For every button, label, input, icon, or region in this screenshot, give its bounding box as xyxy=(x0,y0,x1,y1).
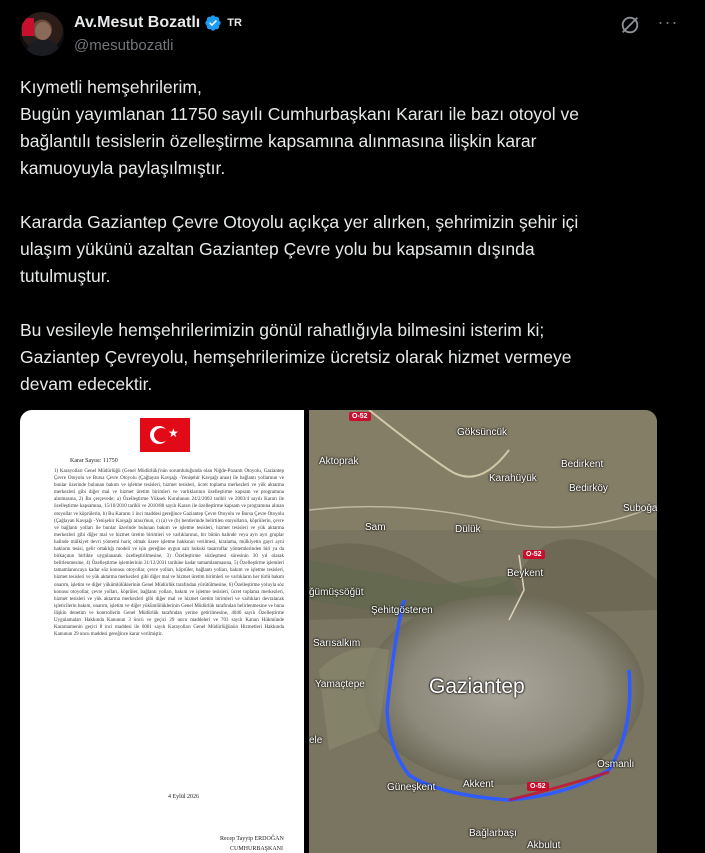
tweet-line: Kararda Gaziantep Çevre Otoyolu açıkça yer alırken, şehrimizin şehir içi xyxy=(20,212,579,232)
decree-body: 1) Karayolları Genel Müdürlüğü (Genel Müdürlük)'nün sorumluluğunda olan Niğde-Pozantı Otoyolu, Gaziantep Çevre Otoyolu ve Bursa Çevre Otoyolu (Çağlayan Kavşağı -Yenişehir Kavşağı arası) ile bağlantı yollarının ve bunlar üzerinde bulunan bakım ve işletme tesisleri, hizmet tesisleri, ücret toplama merkezleri ve yük aktarma merkezleri gibi diğer mal ve hizmet üretim birimleri ve varlıklarının özelleştirme kapsam ve programına alınmasına, 2) Bu çerçevede; a) Özelleştirme Yüksek Kurulunun 24/2/2003 tarihli ve 2003/4 sayılı Kararı ile özelleştirme kapsamına, 15/10/2010 tarihli ve 2010/88 sayılı Kararı ile özelleştirme kapsam ve programına alınan otoyollar ve köprülerin, b) Bu Kararın 1 inci maddesi gereğince Gaziantep Çevre Otoyolu ve Bursa Çevre Otoyolu (Çağlayan Kavşağı -Yenişehir Kavşağı arası)'nun, c) (a) ve (b) bentlerinde belirtilen otoyolların, köprülerin, çevre ve bağlantı yolları ile bunlar üzerinde bulunan bakım ve işletme tesisleri, hizmet tesisleri ve yük aktarma merkezleri gibi diğer mal ve hizmet üretim birimleri ve varlıklarının, bir bütün halinde veya ayrı ayrı gruplar halinde mülkiyet devri yöntemi hariç olmak üzere işletme hakkının verilmesi, kiralama, mülkiyetin gayri ayni hakların tesisi, gelir ortaklığı modeli ve işin gereğine uygun sair hukuki tasarruflar yöntemlerinden biri ya da birkaçının birlikte uygulanarak özelleştirilmesine, 3) Özelleştirme sözleşmesi süresinin 30 yıl olarak belirlenmesine, 4) Özelleştirme işlemlerinin 31/12/2031 tarihine kadar tamamlanmasına, 5) Özelleştirme işlemleri tamamlanıncaya kadar söz konusu otoyollar, çevre yolları, köprüler, bağlantı yolları, bakım ve işletme tesisleri, hizmet tesisleri ve yük aktarma merkezleri gibi diğer mal ve hizmet üretim birimleri ve varlıkların her türlü bakım onarım, işletim ve diğer yükümlülüklerinin Genel Müdürlük tarafından yürütülmesine, 6) Özelleştirme yoluyla söz konusu otoyollar, çevre yolları, köprüler, bağlantı yolları, bakım ve işletme tesisleri, ücret toplama merkezleri, hizmet tesisleri ve yük aktarma merkezleri gibi diğer mal ve hizmet üretim birimleri ve varlıkları devralacak işleticilerin bakım, onarım, işletim ve diğer yükümlülüklerinin Genel Müdürlük tarafından belirlenmesine ve buna ilişkin denetim ve kontrollerin Genel Müdürlük tarafından yerine getirilmesine, 4046 sayılı Özelleştirme Uygulamaları Hakkında Kanunun 3 üncü ve geçici 29 uncu maddeleri ve 703 sayılı Kanun Hükmünde Kararnamenin geçici 8 inci maddesi ile 6001 sayılı Karayolları Genel Müdürlüğünün Hizmetleri Hakkında Kanunun 29 uncu maddesi gereğince karar verilmiştir. xyxy=(54,469,284,638)
tweet-text xyxy=(20,74,685,398)
tweet-line: kamuoyuyla paylaşılmıştır. xyxy=(20,158,226,178)
map-place-label: Akkent xyxy=(463,779,494,790)
tweet-line: bağlantılı tesislerin özelleştirme kapsamına alınmasına ilişkin karar xyxy=(20,131,537,151)
road-label: O-52 xyxy=(527,782,549,791)
author-name[interactable]: Av.Mesut Bozatlı xyxy=(74,14,201,31)
verified-badge-icon xyxy=(204,14,222,32)
tweet-line: ulaşım yükünü azaltan Gaziantep Çevre yolu bu kapsamın dışında xyxy=(20,239,535,259)
road-label: O-52 xyxy=(349,412,371,421)
map-place-label: ele xyxy=(309,735,323,746)
map-place-label: Sarısalkım xyxy=(313,638,361,649)
map-place-label: Aktoprak xyxy=(319,456,359,467)
map-place-label: Şehitgösteren xyxy=(371,605,433,616)
map-place-label: ğümüşsöğüt xyxy=(309,587,364,598)
map-place-label: Güneşkent xyxy=(387,782,436,793)
map-place-label: Dülük xyxy=(455,524,481,535)
map-city-label: Gaziantep xyxy=(429,675,525,698)
map-place-label: Sam xyxy=(365,522,386,533)
tweet-line: Gaziantep Çevreyolu, hemşehrilerimize ücretsiz olarak hizmet vermeye xyxy=(20,347,572,367)
tweet-line: Bu vesileyle hemşehrilerimizin gönül rahatlığıyla bilmesini isterim ki; xyxy=(20,320,545,340)
decree-number: Karar Sayısı: 11750 xyxy=(70,458,118,464)
map-place-label: Göksüncük xyxy=(457,427,508,438)
map-place-label: Karahüyük xyxy=(489,473,537,484)
more-options-icon[interactable]: ··· xyxy=(657,12,679,32)
tweet-line: tutulmuştur. xyxy=(20,266,111,286)
tweet-line: Bugün yayımlanan 11750 sayılı Cumhurbaşkanı Kararı ile bazı otoyol ve xyxy=(20,104,580,124)
map-place-label: Suboğa xyxy=(623,503,657,514)
tweet-line: devam edecektir. xyxy=(20,374,153,394)
decree-signer-title: CUMHURBAŞKANI xyxy=(230,846,284,852)
decree-date: 4 Eylül 2026 xyxy=(168,794,199,800)
tweet-media xyxy=(20,410,657,853)
avatar[interactable] xyxy=(20,12,64,56)
country-tag: TR xyxy=(227,17,242,29)
author-name-row xyxy=(74,14,242,32)
map-place-label: Bedirkent xyxy=(561,459,604,470)
tweet-line: Kıymetli hemşehrilerim, xyxy=(20,77,202,97)
grok-icon[interactable] xyxy=(619,14,641,36)
road-label: O-52 xyxy=(523,550,545,559)
map-place-label: Akbulut xyxy=(527,840,561,851)
map-place-label: Yamaçtepe xyxy=(315,679,365,690)
map-image[interactable] xyxy=(309,410,657,853)
map-place-label: Bedirköy xyxy=(569,483,608,494)
decree-document-image[interactable] xyxy=(20,410,304,853)
map-place-label: Beykent xyxy=(507,568,544,579)
decree-signer: Recep Tayyip ERDOĞAN xyxy=(220,836,284,842)
tweet-header xyxy=(20,10,685,60)
turkish-flag-icon: ★ xyxy=(140,418,190,452)
author-handle[interactable]: @mesutbozatli xyxy=(74,37,174,54)
map-place-label: Osmanlı xyxy=(597,759,635,770)
map-place-label: Bağlarbaşı xyxy=(469,828,517,839)
